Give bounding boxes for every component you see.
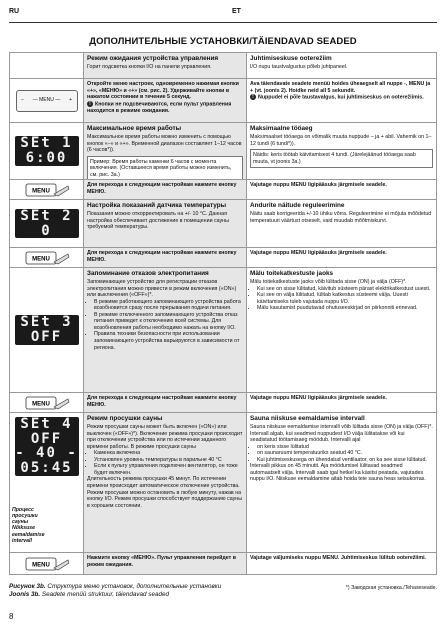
row-6-ru [84, 268, 247, 393]
row-6-et-title: Mälu toitekatkestuste jaoks [250, 270, 334, 277]
row-4-ru [84, 200, 247, 248]
row-3-ru: Для перехода к следующим настройкам нажмите кнопку МЕНЮ. [84, 180, 247, 200]
row-2-ru [84, 123, 247, 180]
row-1-ru-note: Кнопки не подсвечиваются, если пульт управления находится в режиме ожидания. [87, 101, 232, 114]
display-bottom: OFF [30, 329, 63, 345]
row-8-image [9, 413, 84, 553]
row-0-ru-title: Режим ожидания устройства управления [87, 55, 219, 62]
row-3-et: Vajutage nuppu MENU ligipääsuks järgmisele seadele. [247, 180, 437, 200]
list-item: • Mälu kasutamist puudutavad ohutuseeskirjad on piirkonniti erinevad. [257, 305, 433, 312]
row-0-ru-text: Горит подсветка кнопки I/O на панели управления. [87, 63, 212, 70]
row-2-et-text: Maksimaalset tööaega on võimalik muuta nuppude – ja + abil. Vahemik on 1–12 tundi (6 tundi*)). [250, 133, 432, 147]
caption-ru-label: Рисунок 3b. [9, 583, 46, 590]
row-0-et-text: I/O nupu taustvalgustus põleb juhtpaneel. [250, 63, 348, 70]
list-item: • Каменка включена [94, 450, 243, 457]
row-4-et-title: Andurite näitude reguleerimine [250, 202, 345, 209]
plus-button-icon: + [69, 97, 73, 104]
row-6-ru-bullets [87, 299, 243, 352]
caption-et-text: Seadete menüü struktuur, täiendavad seaded [41, 591, 169, 599]
row-2-ru-title: Максимальное время работы [87, 125, 182, 132]
menu-hand-icon [24, 554, 70, 574]
list-item: • Kui see on sisse lülitatud, käivitub süsteem pärast elektrikatkestust uuesti. [257, 286, 433, 293]
row-5-et: Vajutage nuppu MENU ligipääsuks järgmisele seadele. [247, 248, 437, 268]
figure-caption [9, 583, 221, 599]
list-item: • Если к пульту управления подключен вентилятор, он тоже будет включен. [94, 463, 243, 476]
row-1-ru [84, 79, 247, 123]
language-et: ET [232, 8, 241, 15]
row-3-image [9, 180, 84, 200]
list-item: • Kui see on välja lülitatud, lülitab katkestus süsteemi välja. Uuesti käivitamiseks tuleb vajutada nuppu I/O. [257, 292, 433, 305]
menu-hand-icon [24, 180, 70, 200]
display-set4 [15, 417, 79, 476]
row-0-image [9, 52, 84, 79]
display-line-2: - 40 - [15, 445, 78, 462]
row-4-et [247, 200, 437, 248]
display-set1 [15, 136, 79, 165]
warning-icon: ! [250, 94, 256, 100]
caption-et-label: Joonis 3b. [9, 591, 41, 599]
row-8-ru-bullets [87, 450, 243, 476]
display-line-3: 05:45 [20, 460, 73, 477]
row-2-et-title: Maksimaalne tööaeg [250, 125, 313, 132]
row-7-image [9, 393, 84, 413]
row-2-image [9, 123, 84, 180]
display-top: SEt 2 [20, 207, 73, 224]
row-6-ru-text: Запоминающее устройство для регистрации отказов электропитания можно привести в режим включения («ON») или выключения («OFF»)*. [87, 278, 237, 299]
display-top: SEt 3 [20, 314, 73, 331]
row-4-ru-title: Настройка показаний датчика температуры [87, 202, 227, 209]
row-0-ru [84, 52, 247, 79]
row-8-ru-title: Режим просушки сауны [87, 415, 163, 422]
row-9-et: Vajutage väljumiseks nuppu MENU. Juhtimiseskus lülitub ooterežiimi. [247, 553, 437, 575]
row-4-et-text: Näitu saab korrigeerida +/-10 ühiku võrra. Reguleerimine ei mõjuta mõõdetud temperatuuri väärtust otseselt, vaid muudab mõõtmiskurvi. [250, 210, 432, 224]
display-line-1: OFF [30, 430, 63, 447]
control-panel-illustration [16, 90, 78, 112]
page-number: 8 [9, 612, 14, 621]
row-5-ru: Для перехода к следующим настройкам нажмите кнопку МЕНЮ. [84, 248, 247, 268]
row-7-et: Vajutage nuppu MENU ligipääsuks järgmisele seadele. [247, 393, 437, 413]
row-6-ru-title: Запоминание отказов электропитания [87, 270, 209, 277]
row-8-et-bullets [250, 444, 433, 464]
language-ru: RU [9, 8, 20, 15]
row-8-ru-after: Длительность режима просушки 45 минут. По истечении времени происходит автоматическое отключение устройства. Режим просушки можно остановить в любую минуту, нажав на кнопку I/O. Режим просушки способствует поддержанию сауны в хорошем состоянии. [87, 476, 243, 509]
row-0-et-title: Juhtimiseskuse ooterežiim [250, 55, 332, 62]
minus-button-icon: − [20, 97, 24, 104]
row-6-image [9, 268, 84, 393]
row-7-ru: Для перехода к следующим настройкам нажмите кнопку МЕНЮ. [84, 393, 247, 413]
row-2-et-example: Näidis: keris töötab käivitamisest 4 tundi. (Järelejäänud tööaega saab muuta, vt joonis 3a.) [250, 149, 433, 168]
list-item: • on saunaruumi temperatuuriks seatud 40 °C. [257, 450, 433, 457]
row-9-image [9, 553, 84, 575]
drying-interval-label: Процесс просушки сауны Nõiksuse eemaldamise intervall [12, 506, 45, 544]
list-item: • on keris sisse lülitatud [257, 444, 433, 451]
display-set3 [15, 315, 79, 344]
display-bottom: 0 [41, 222, 52, 239]
row-0-et [247, 52, 437, 79]
menu-hand-icon [24, 248, 70, 268]
factory-setting-footnote: *) Заводская установка./Tehaseseade. [345, 585, 437, 591]
display-top: SEt 1 [20, 135, 73, 152]
menu-key-label: MENU [31, 401, 50, 407]
list-item: • В режиме отключенного запоминающего устройства отказ питания приведет к отключению всей системы. Для возобновления работы необходимо нажать на кнопку I/O. [94, 312, 243, 332]
menu-key-label: MENU [31, 256, 50, 262]
list-item: • Правила техники безопасности при использовании запоминающего устройства варьируются в зависимости от региона. [94, 331, 243, 351]
menu-key-label: MENU [31, 562, 50, 568]
row-4-image [9, 200, 84, 248]
row-6-et [247, 268, 437, 393]
row-8-et-text: Sauna niiskuse eemaldamise intervalli võib lülitada sisse (ON) ja välja (OFF)*. Intervall algab, kui seadmed nuppudest I/O välja lülitatakse või kui seadistatud töötamisaeg möödub. Intervalli ajal [250, 423, 433, 444]
warning-icon: ! [87, 101, 93, 107]
row-6-et-bullets [250, 286, 433, 312]
list-item: • Kui juhtimiseskusega on ühendatud ventilaator, on ka see sisse lülitatud. [257, 457, 433, 464]
row-9-ru: Нажмите кнопку «МЕНЮ». Пульт управления перейдет в режим ожидания. [84, 553, 247, 575]
list-item: • Установлен уровень температуры в парильне 40 °С [94, 457, 243, 464]
row-2-ru-example: Пример: Время работы каменки 6 часов с момента включения. (Оставшееся время работы можно изменить, см. рис. 3а.) [87, 156, 243, 180]
row-6-et-text: Mälu toitekatkestuste jaoks võib lülitada sisse (ON) ja välja (OFF)*. [250, 278, 407, 285]
settings-table [9, 52, 437, 575]
display-set2 [15, 209, 79, 238]
row-8-et-title: Sauna niiskuse eemaldamise intervall [250, 415, 365, 422]
menu-key-label: MENU [31, 188, 50, 194]
menu-hand-icon [24, 393, 70, 413]
row-1-et-text: Ava täiendavate seadete menüü hoides üheaegselt all nuppe -, MENU ja + (vt. joonis 2). Hoidke neid all 5 sekundit. [250, 81, 431, 94]
row-4-ru-text: Показания можно откорректировать на +/- 10 °С. Данная настройка обеспечивает достижение в помещении сауны требуемой температуры. [87, 210, 229, 231]
row-8-ru [84, 413, 247, 553]
row-1-et [247, 79, 437, 123]
row-1-image [9, 79, 84, 123]
page-title: ДОПОЛНИТЕЛЬНЫЕ УСТАНОВКИ/TÄIENDAVAD SEADED [89, 36, 357, 47]
row-8-et [247, 413, 437, 553]
row-8-ru-text: Режим просушки сауны может быть включен («ON») или выключен («OFF»)*). Включение режима просушки происходит при отключении устройства или по истечении заданного времени работы. В режиме просушки сауны [87, 423, 243, 450]
row-2-ru-text: Максимальное время работы можно изменить с помощью кнопок «–» и «+». Временной диапазон составляет 1–12 часов (6 часов*)). [87, 133, 242, 154]
menu-button-label: — MENU — [32, 97, 61, 104]
row-8-et-after: Intervalli pikkus on 45 minutit. Aja möödumisel lülitavad seadmed automaatselt välja. Intervalli saab igal hetkel ka käsitsi peatada, vajutades nuppu I/O. Niiskuse eemaldamine aitab hoida teie sauna heas seisukorras. [250, 463, 426, 483]
list-item: • В режиме работающего запоминающего устройства работа возобновится сразу после прерывания подачи питания. [94, 299, 243, 312]
display-top: SEt 4 [20, 416, 73, 432]
row-2-et [247, 123, 437, 180]
row-5-image [9, 248, 84, 268]
header-rule [9, 22, 437, 23]
row-1-et-note: Nuppudel ei põle taustavalgus, kui juhtimiseskus on ooterežiimis. [258, 94, 424, 101]
row-1-ru-text: Откройте меню настроек, одновременно нажимая кнопки «+», «МЕНЮ» и «+» (см. рис. 2). Удерживайте кнопки в нажатом состоянии в течение 5 секунд. [87, 81, 239, 101]
display-bottom: 6:00 [25, 150, 68, 166]
caption-ru-text: Структура меню установок, дополнительные установки [47, 583, 222, 590]
